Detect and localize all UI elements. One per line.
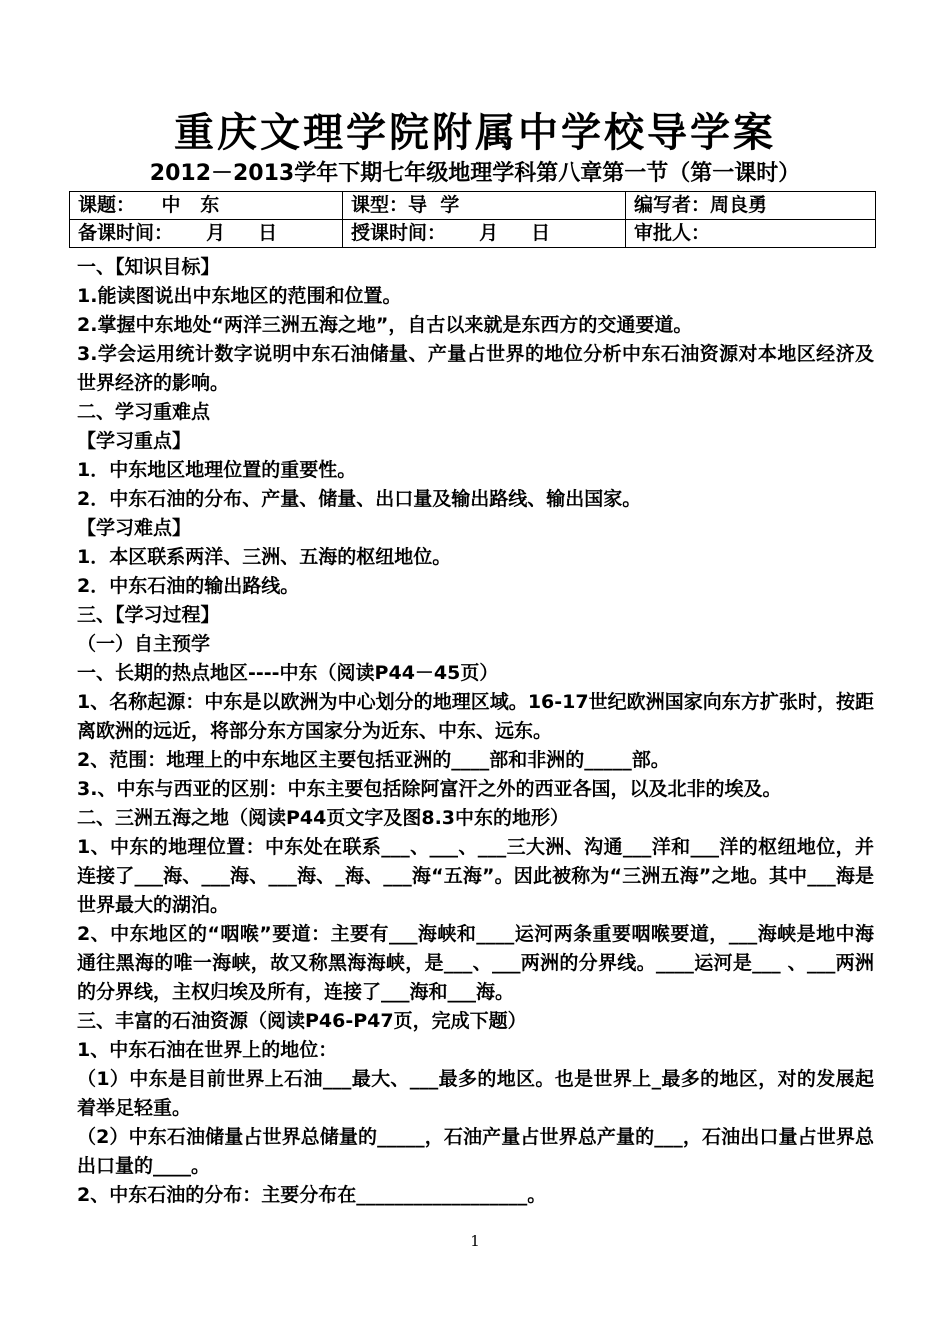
text-line: 2、中东地区的“咽喉”要道：主要有___海峡和____运河两条重要咽喉要道，___海峡是地中海通往黑海的唯一海峡，故又称黑海海峡，是___、___两洲的分界线。____运河是___ 、___两洲的分界线，主权归埃及所有，连接了___海和___海。	[77, 923, 874, 1003]
text-line: 1.能读图说出中东地区的范围和位置。	[77, 285, 402, 307]
text-line: 1．本区联系两洋、三洲、五海的枢纽地位。	[77, 546, 452, 568]
text-line: 二、三洲五海之地（阅读P44页文字及图8.3中东的地形）	[77, 807, 570, 829]
approver-cell: 审批人：	[626, 220, 876, 248]
page-number: 1	[470, 1232, 480, 1250]
text-line: 2．中东石油的输出路线。	[77, 575, 300, 597]
lesson-type-cell: 课型：导 学	[343, 192, 626, 220]
text-line: 2、范围：地理上的中东地区主要包括亚洲的____部和非洲的_____部。	[77, 749, 670, 771]
text-line: 一、【知识目标】	[77, 256, 220, 278]
text-line: 1．中东地区地理位置的重要性。	[77, 459, 357, 481]
text-line: 3.、中东与西亚的区别：中东主要包括除阿富汗之外的西亚各国，以及北非的埃及。	[77, 778, 782, 800]
table-row	[70, 192, 876, 220]
text-line: 2.掌握中东地处“两洋三洲五海之地”，自古以来就是东西方的交通要道。	[77, 314, 693, 336]
info-table	[69, 191, 876, 248]
text-line: （一）自主预学	[77, 633, 211, 655]
text-line: 三、【学习过程】	[77, 604, 220, 626]
document-body	[77, 253, 874, 1210]
text-line: 1、中东的地理位置：中东处在联系___、___、___三大洲、沟通___洋和___洋的枢纽地位，并连接了___海、___海、___海、_海、___海“五海”。因此被称为“三洲五海”之地。其中___海是世界最大的湖泊。	[77, 836, 874, 916]
document-subtitle: 2012－2013学年下期七年级地理学科第八章第一节（第一课时）	[149, 161, 801, 186]
text-line: 一、长期的热点地区----中东（阅读P44－45页）	[77, 662, 499, 684]
text-line: 【学习难点】	[77, 517, 192, 539]
table-row	[70, 220, 876, 248]
text-line: 2．中东石油的分布、产量、储量、出口量及输出路线、输出国家。	[77, 488, 642, 510]
topic-cell: 课题： 中 东	[70, 192, 343, 220]
text-line: 二、学习重难点	[77, 401, 211, 423]
teach-time-cell: 授课时间： 月 日	[343, 220, 626, 248]
text-line: 三、丰富的石油资源（阅读P46-P47页，完成下题）	[77, 1010, 527, 1032]
text-line: （1）中东是目前世界上石油___最大、___最多的地区。也是世界上_最多的地区，对的发展起着举足轻重。	[77, 1068, 874, 1119]
text-line: （2）中东石油储量占世界总储量的_____，石油产量占世界总产量的___，石油出口量占世界总出口量的____。	[77, 1126, 874, 1177]
text-line: 2、中东石油的分布：主要分布在__________________。	[77, 1184, 547, 1206]
document-title: 重庆文理学院附属中学校导学案	[174, 109, 776, 156]
prep-time-cell: 备课时间： 月 日	[70, 220, 343, 248]
text-line: 【学习重点】	[77, 430, 192, 452]
text-line: 3.学会运用统计数字说明中东石油储量、产量占世界的地位分析中东石油资源对本地区经济及世界经济的影响。	[77, 343, 874, 394]
text-line: 1、中东石油在世界上的地位：	[77, 1039, 338, 1061]
author-cell: 编写者：周良勇	[626, 192, 876, 220]
text-line: 1、名称起源：中东是以欧洲为中心划分的地理区域。16-17世纪欧洲国家向东方扩张时，按距离欧洲的远近，将部分东方国家分为近东、中东、远东。	[77, 691, 874, 742]
